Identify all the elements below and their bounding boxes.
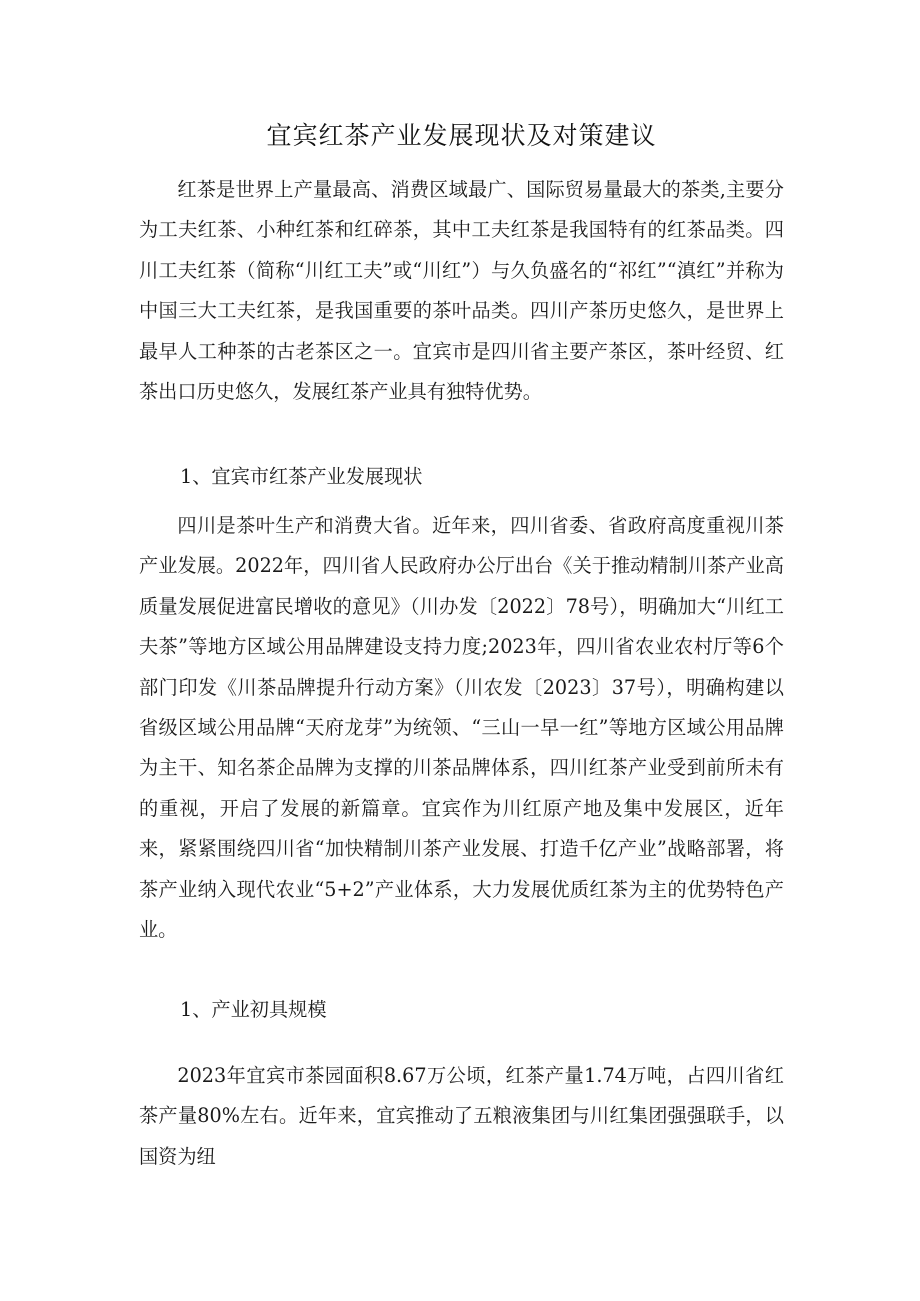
section-heading: 1、宜宾市红茶产业发展现状 [180, 465, 423, 488]
subsection-paragraph: 2023年宜宾市茶园面积8.67万公顷，红茶产量1.74万吨，占四川省红茶产量80%左右。近年来，宜宾推动了五粮液集团与川红集团强强联手，以国资为纽 [139, 1064, 784, 1168]
document-title: 宜宾红茶产业发展现状及对策建议 [266, 121, 657, 150]
section-paragraph: 四川是茶叶生产和消费大省。近年来，四川省委、省政府高度重视川茶产业发展。2022年，四川省人民政府办公厅出台《关于推动精制川茶产业高质量发展促进富民增收的意见》（川办发〔2022〕78号），明确加大“川红工夫茶”等地方区域公用品牌建设支持力度;2023年，四川省农业农村厅等6个部门印发《川茶品牌提升行动方案》（川农发〔2023〕37号），明确构建以省级区域公用品牌“天府龙芽”为统领、“三山一早一红”等地方区域公用品牌为主干、知名茶企品牌为支撑的川茶品牌体系，四川红茶产业受到前所未有的重视，开启了发展的新篇章。宜宾作为川红原产地及集中发展区，近年来，紧紧围绕四川省“加快精制川茶产业发展、打造千亿产业”战略部署，将茶产业纳入现代农业“5+2”产业体系，大力发展优质红茶为主的优势特色产业。 [139, 514, 784, 942]
intro-paragraph: 红茶是世界上产量最高、消费区域最广、国际贸易量最大的茶类,主要分为工夫红茶、小种红茶和红碎茶，其中工夫红茶是我国特有的红茶品类。四川工夫红茶（简称“川红工夫”或“川红”）与久负盛名的“祁红”“滇红”并称为中国三大工夫红茶，是我国重要的茶叶品类。四川产茶历史悠久，是世界上最早人工种茶的古老茶区之一。宜宾市是四川省主要产茶区，茶叶经贸、红茶出口历史悠久，发展红茶产业具有独特优势。 [139, 178, 784, 404]
subsection-heading: 1、产业初具规模 [180, 998, 327, 1021]
